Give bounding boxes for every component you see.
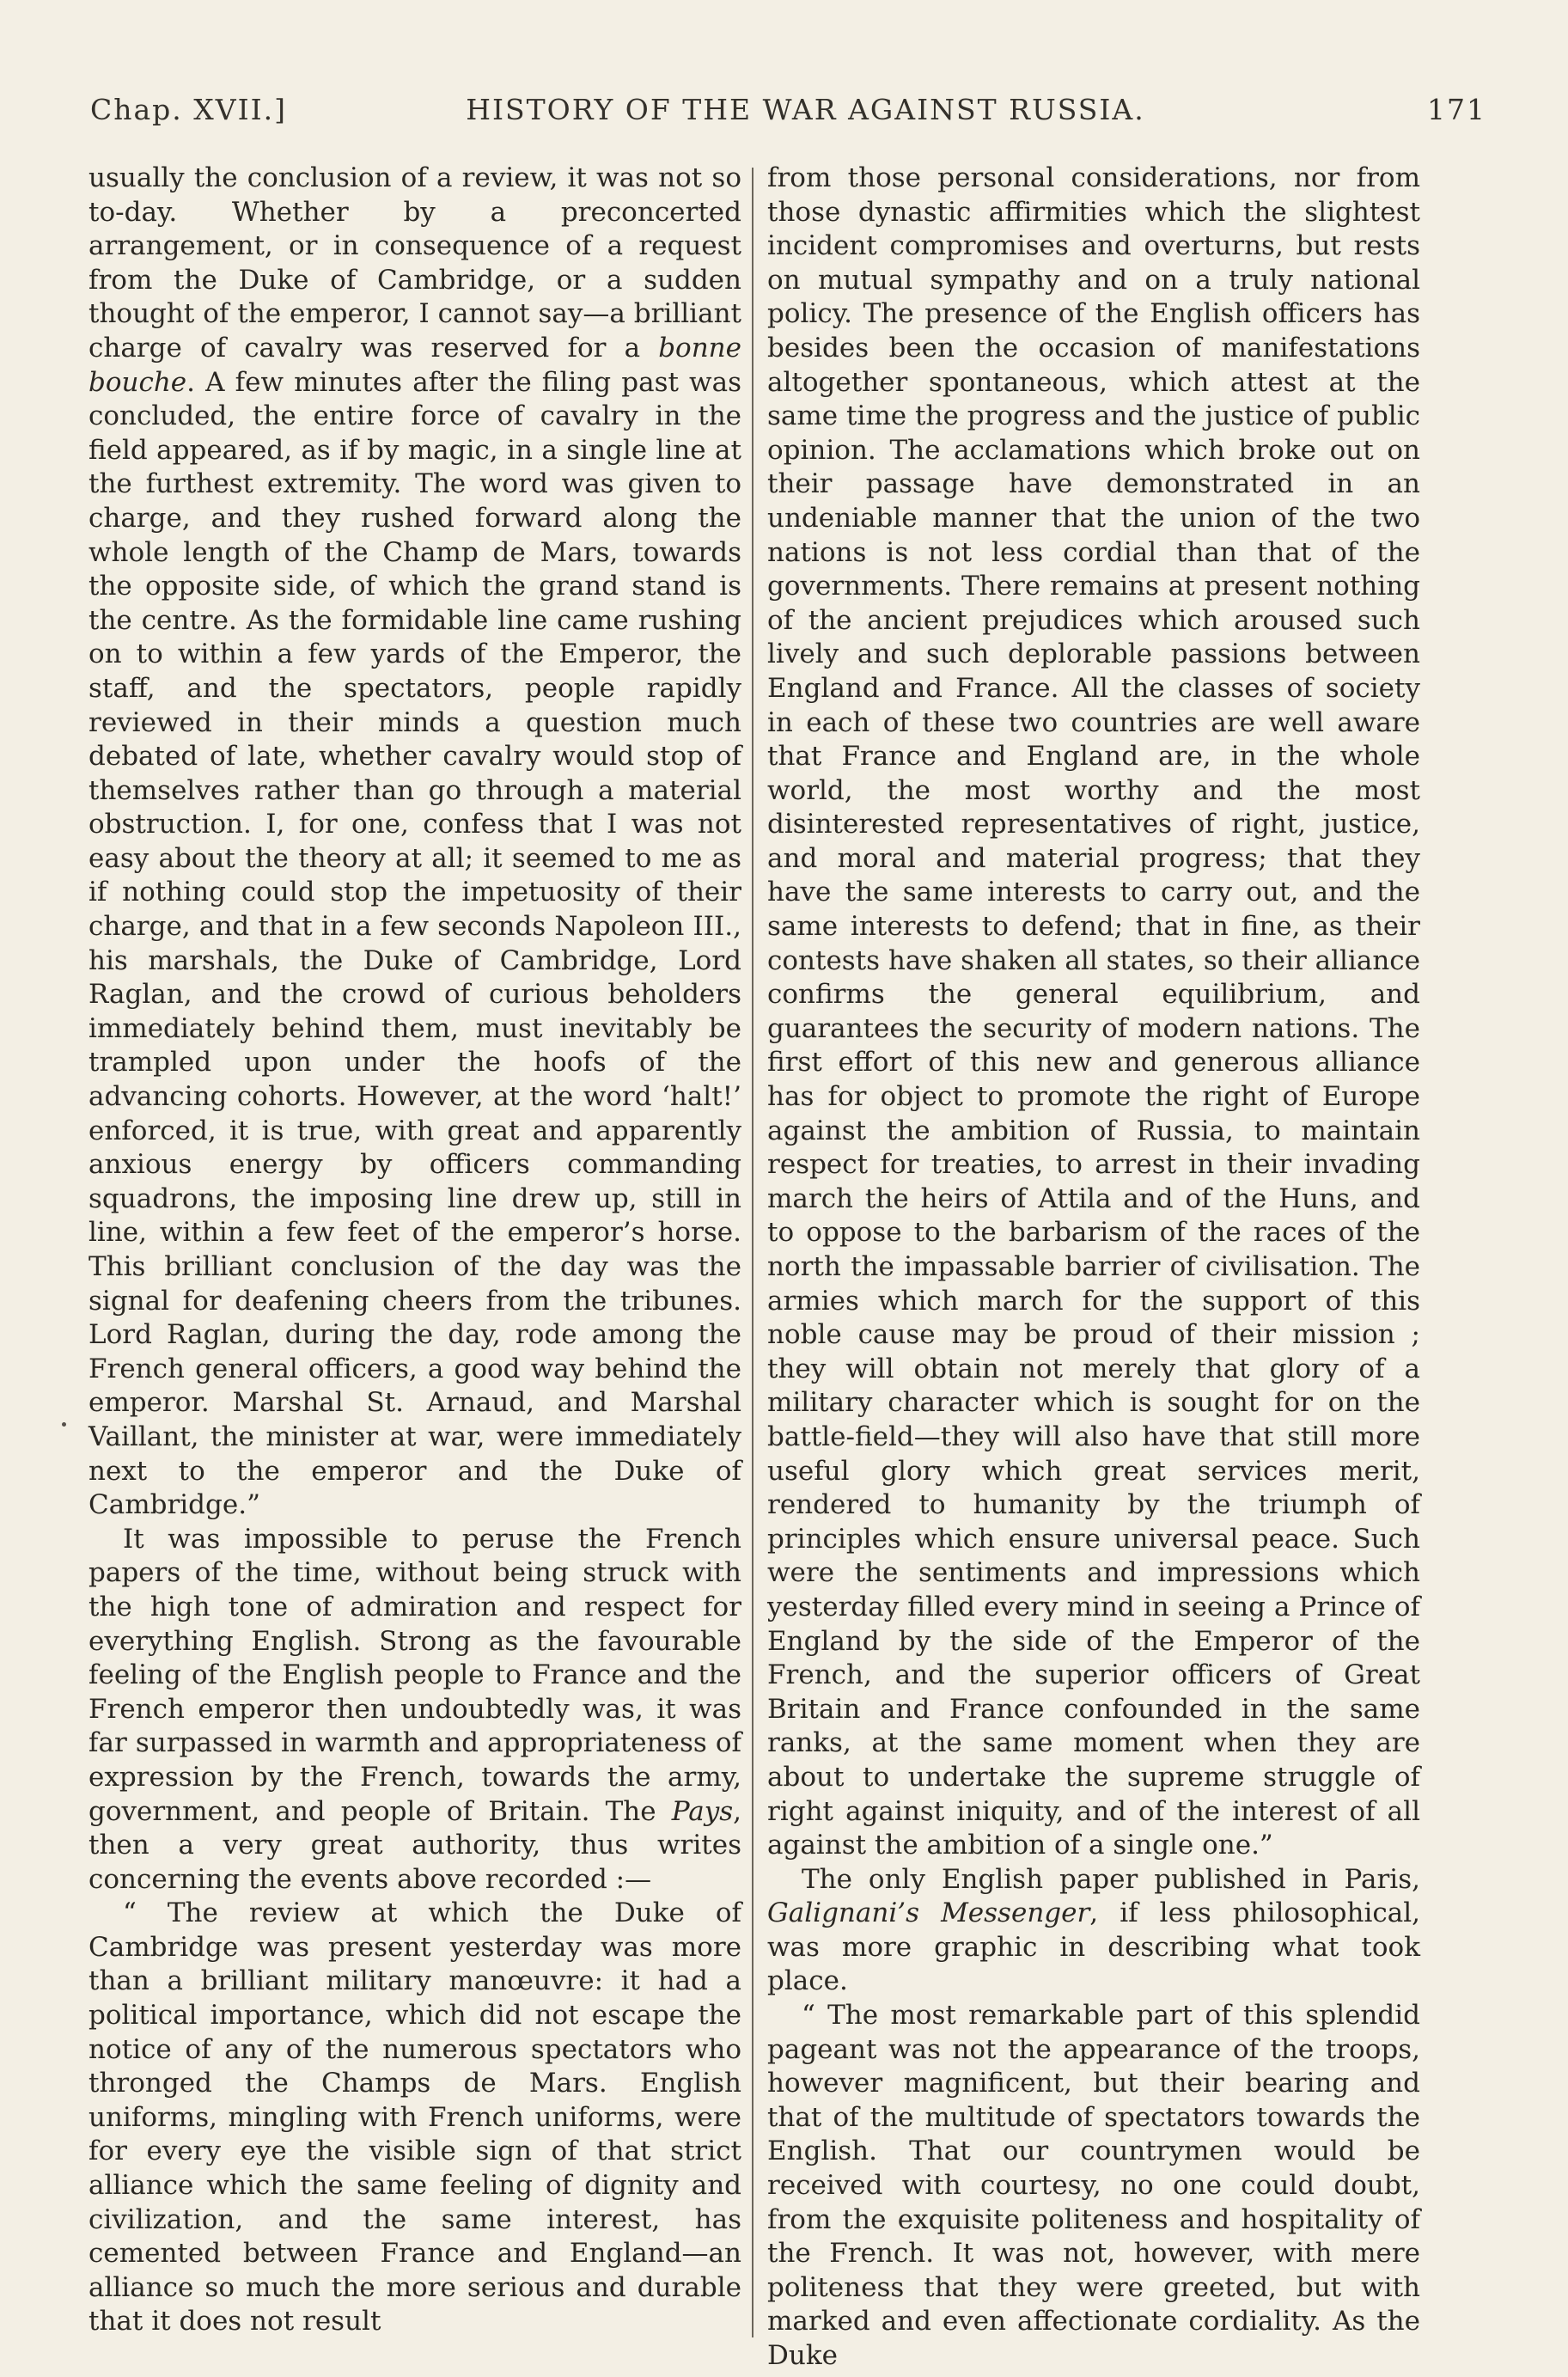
paragraph: usually the conclusion of a review, it was not so to-day. Whether by a preconcerted arrangement, or in consequence of a request from the Duke of Cambridge, or a sudden thought of the emperor, I cannot say—a brilliant charge of cavalry was reserved for a bonne bouche. A few minutes after the filing past was concluded, the entire force of cavalry in the field appeared, as if by magic, in a single line at the furthest extremity. The word was given to charge, and they rushed forward along the whole length of the Champ de Mars, towards the opposite side, of which the grand stand is the centre. As the formidable line came rushing on to within a few yards of the Emperor, the staff, and the spectators, people rapidly reviewed in their minds a question much debated of late, whether cavalry would stop of themselves rather than go through a material obstruction. I, for one, confess that I was not easy about the theory at all; it seemed to me as if nothing could stop the impetuosity of their charge, and that in a few seconds Napoleon III., his marshals, the Duke of Cambridge, Lord Raglan, and the crowd of curious beholders immediately behind them, must inevitably be trampled upon under the hoofs of the advancing cohorts. However, at the word ‘halt!’ enforced, it is true, with great and apparently anxious energy by officers commanding squadrons, the imposing line drew up, still in line, within a few feet of the emperor’s horse. This brilliant conclusion of the day was the signal for deafening cheers from the tribunes. Lord Raglan, during the day, rode among the French general officers, a good way behind the emperor. Marshal St. Arnaud, and Marshal Vaillant, the minister at war, were immediately next to the emperor and the Duke of Cambridge.” bbox=[88, 162, 741, 1521]
paragraph: The only English paper published in Paris, Galignani’s Messenger, if less philosophical, was more graphic in describing what took place. bbox=[767, 1863, 1420, 1997]
quoted-paragraph: “ The review at which the Duke of Cambridge was present yesterday was more than a brilliant military manœuvre: it had a political importance, which did not escape the notice of any of the numerous spectators who thronged the Champs de Mars. English uniforms, mingling with French uniforms, were for every eye the visible sign of that strict alliance which the same feeling of dignity and civilization, and the same interest, has cemented between France and England—an alliance so much the more serious and durable that it does not result bbox=[88, 1897, 741, 2337]
running-title: HISTORY OF THE WAR AGAINST RUSSIA. bbox=[466, 93, 1145, 126]
column-rule bbox=[752, 168, 753, 2337]
margin-mark bbox=[62, 1422, 66, 1427]
running-head bbox=[90, 93, 1486, 137]
paragraph: from those personal considerations, nor from those dynastic affirmities which the slightest incident compromises and overturns, but rests on mutual sympathy and on a truly national policy. The presence of the English officers has besides been the occasion of manifestations altogether spontaneous, which attest at the same time the progress and the justice of public opinion. The acclamations which broke out on their passage have demonstrated in an undeniable manner that the union of the two nations is not less cordial than that of the governments. There remains at present nothing of the ancient prejudices which aroused such lively and such deplorable passions between England and France. All the classes of society in each of these two countries are well aware that France and England are, in the whole world, the most worthy and the most disinterested representatives of right, justice, and moral and material progress; that they have the same interests to carry out, and the same interests to defend; that in fine, as their contests have shaken all states, so their alliance confirms the general equilibrium, and guarantees the security of modern nations. The first effort of this new and generous alliance has for object to promote the right of Europe against the ambition of Russia, to maintain respect for treaties, to arrest in their invading march the heirs of Attila and of the Huns, and to oppose to the barbarism of the races of the north the impassable barrier of civilisation. The armies which march for the support of this noble cause may be proud of their mission ; they will obtain not merely that glory of a military character which is sought for on the battle-field—they will also have that still more useful glory which great services merit, rendered to humanity by the triumph of principles which ensure universal peace. Such were the sentiments and impressions which yesterday filled every mind in seeing a Prince of England by the side of the Emperor of the French, and the superior officers of Great Britain and France confounded in the same ranks, at the same moment when they are about to undertake the supreme struggle of right against iniquity, and of the interest of all against the ambition of a single one.” bbox=[767, 162, 1420, 1861]
paragraph: It was impossible to peruse the French papers of the time, without being struck with the high tone of admiration and respect for everything English. Strong as the favourable feeling of the English people to France and the French emperor then undoubtedly was, it was far surpassed in warmth and appropriateness of expression by the French, towards the army, government, and people of Britain. The Pays, then a very great authority, thus writes concerning the events above recorded :— bbox=[88, 1523, 741, 1895]
chapter-label: Chap. XVII.] bbox=[90, 93, 288, 126]
right-column bbox=[767, 162, 1420, 2371]
page-number: 171 bbox=[1427, 93, 1486, 126]
quoted-paragraph: “ The most remarkable part of this splendid pageant was not the appearance of the troops, however magnificent, but their bearing and that of the multitude of spectators towards the English. That our countrymen would be received with courtesy, no one could doubt, from the exquisite politeness and hospitality of the French. It was not, however, with mere politeness that they were greeted, but with marked and even affectionate cordiality. As the Duke bbox=[767, 2000, 1420, 2371]
left-column bbox=[88, 162, 741, 2337]
